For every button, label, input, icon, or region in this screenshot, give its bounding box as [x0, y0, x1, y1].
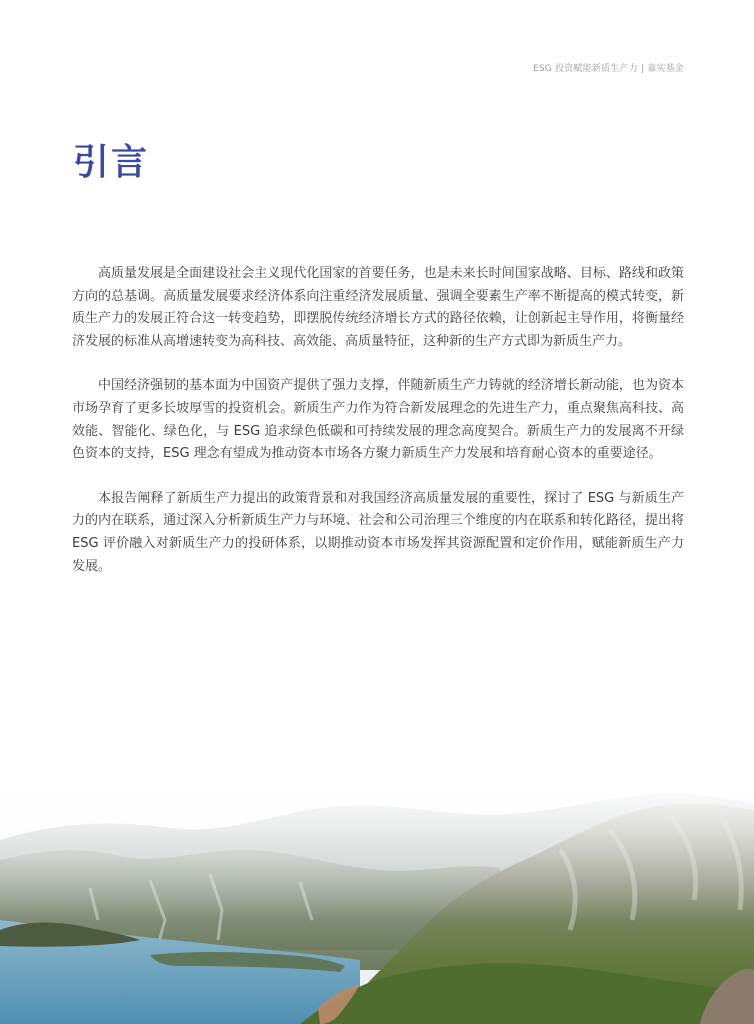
- body-text: [72, 263, 684, 600]
- paragraph-2: 中国经济强韧的基本面为中国资产提供了强力支撑，伴随新质生产力铸就的经济增长新动能，也为资本市场孕育了更多长坡厚雪的投资机会。新质生产力作为符合新发展理念的先进生产力，重点聚焦高科技、高效能、智能化、绿色化，与 ESG 追求绿色低碳和可持续发展的理念高度契合。新质生产力的发展离不开绿色资本的支持，ESG 理念有望成为推动资本市场各方聚力新质生产力发展和培育耐心资本的重要途径。: [72, 378, 684, 462]
- mountain-lake-illustration: [0, 770, 754, 1024]
- running-header: ESG 投资赋能新质生产力 | 嘉实基金: [533, 64, 684, 74]
- paragraph-3: 本报告阐释了新质生产力提出的政策背景和对我国经济高质量发展的重要性，探讨了 ESG 与新质生产力的内在联系，通过深入分析新质生产力与环境、社会和公司治理三个维度的内在联系和转化路径，提出将 ESG 评价融入对新质生产力的投研体系，以期推动资本市场发挥其资源配置和定价作用，赋能新质生产力发展。: [72, 490, 684, 574]
- landscape-photo: [0, 770, 754, 1024]
- section-title: 引言: [73, 142, 150, 183]
- paragraph-1: 高质量发展是全面建设社会主义现代化国家的首要任务，也是未来长时间国家战略、目标、路线和政策方向的总基调。高质量发展要求经济体系向注重经济发展质量、强调全要素生产率不断提高的模式转变，新质生产力的发展正符合这一转变趋势，即摆脱传统经济增长方式的路径依赖，让创新起主导作用，将衡量经济发展的标准从高增速转变为高科技、高效能、高质量特征，这种新的生产方式即为新质生产力。: [72, 266, 684, 349]
